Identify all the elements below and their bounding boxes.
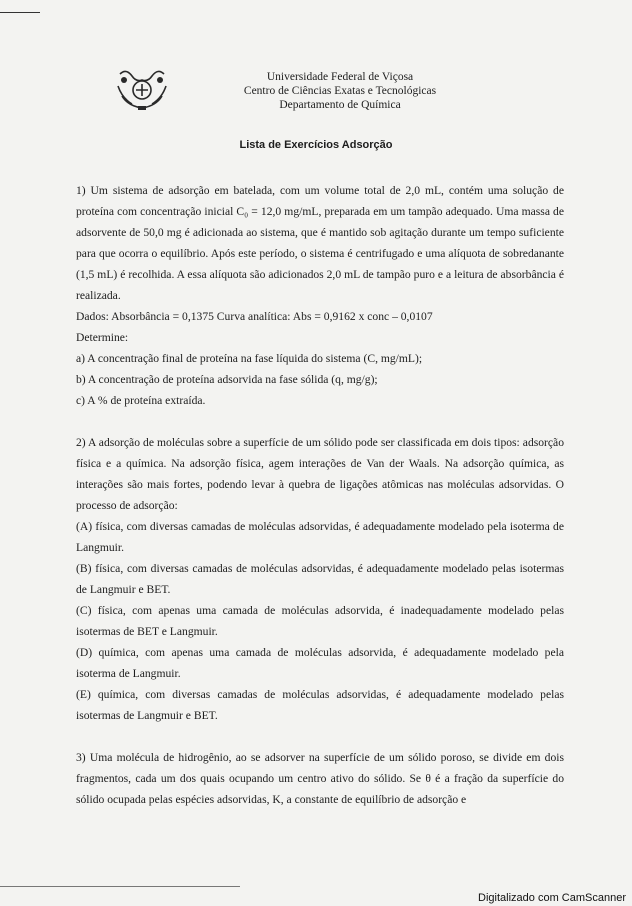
q1-intro: 1) Um sistema de adsorção em batelada, com um volume total de 2,0 mL, contém uma solução de proteína com concentração inicial C₀ = 12,0 mg/mL, preparada em um tampão adequado. Uma massa de adsorvente de 50,0 mg é adicionada ao sistema, que é mantido sob agitação durante um tempo suficiente para que ocorra o equilíbrio. Após este período, o sistema é centrifugado e uma alíquota de sobredanante (1,5 mL) é recolhida. A essa alíquota são adicionados 2,0 mL de tampão puro e a leitura de absorbância é realizada. bbox=[76, 184, 564, 302]
q1-data: Dados: Absorbância = 0,1375 Curva analítica: Abs = 0,9162 x conc – 0,0107 bbox=[76, 310, 433, 323]
document-title: Lista de Exercícios Adsorção bbox=[239, 139, 393, 151]
center-name: Centro de Ciências Exatas e Tecnológicas bbox=[243, 85, 437, 97]
q2-option-b: (B) física, com diversas camadas de moléculas adsorvidas, é adequadamente modelado pelas isotermas de Langmuir e BET. bbox=[76, 562, 564, 596]
q2-intro: 2) A adsorção de moléculas sobre a superfície de um sólido pode ser classificada em dois tipos: adsorção física e a química. Na adsorção física, agem interações de Van der Waals. Na adsorção química, as interações são mais fortes, podendo levar à quebra de ligações atômicas nas moléculas adsorvidas. O processo de adsorção: bbox=[76, 436, 564, 512]
q3-intro: 3) Uma molécula de hidrogênio, ao se adsorver na superfície de um sólido poroso, se divide em dois fragmentos, cada um dos quais ocupando um centro ativo do sólido. Se θ é a fração da superfície do sólido ocupada pelas espécies adsorvidas, K, a constante de equilíbrio de adsorção e bbox=[76, 751, 564, 806]
q2-option-e: (E) química, com diversas camadas de moléculas adsorvidas, é adequadamente modelado pelas isotermas de Langmuir e BET. bbox=[76, 688, 564, 722]
bottom-rule bbox=[0, 886, 240, 887]
university-crest-icon bbox=[112, 66, 172, 112]
q1-item-c: c) A % de proteína extraída. bbox=[76, 394, 206, 407]
institution-header bbox=[200, 70, 480, 112]
q2-option-c: (C) física, com apenas uma camada de moléculas adsorvida, é inadequadamente modelado pelas isotermas de BET e Langmuir. bbox=[76, 604, 564, 638]
q2-option-a: (A) física, com diversas camadas de moléculas adsorvidas, é adequadamente modelado pela isoterma de Langmuir. bbox=[76, 520, 564, 554]
exercise-body bbox=[76, 180, 564, 810]
university-name: Universidade Federal de Viçosa bbox=[266, 71, 414, 83]
q1-item-b: b) A concentração de proteína adsorvida na fase sólida (q, mg/g); bbox=[76, 373, 378, 386]
q2-option-d: (D) química, com apenas uma camada de moléculas adsorvida, é adequadamente modelado pela isoterma de Langmuir. bbox=[76, 646, 564, 680]
top-rule bbox=[0, 12, 40, 13]
scanner-watermark: Digitalizado com CamScanner bbox=[478, 892, 626, 904]
q1-determine: Determine: bbox=[76, 331, 129, 344]
q1-item-a: a) A concentração final de proteína na fase líquida do sistema (C, mg/mL); bbox=[76, 352, 423, 365]
department-name: Departamento de Química bbox=[279, 99, 401, 111]
